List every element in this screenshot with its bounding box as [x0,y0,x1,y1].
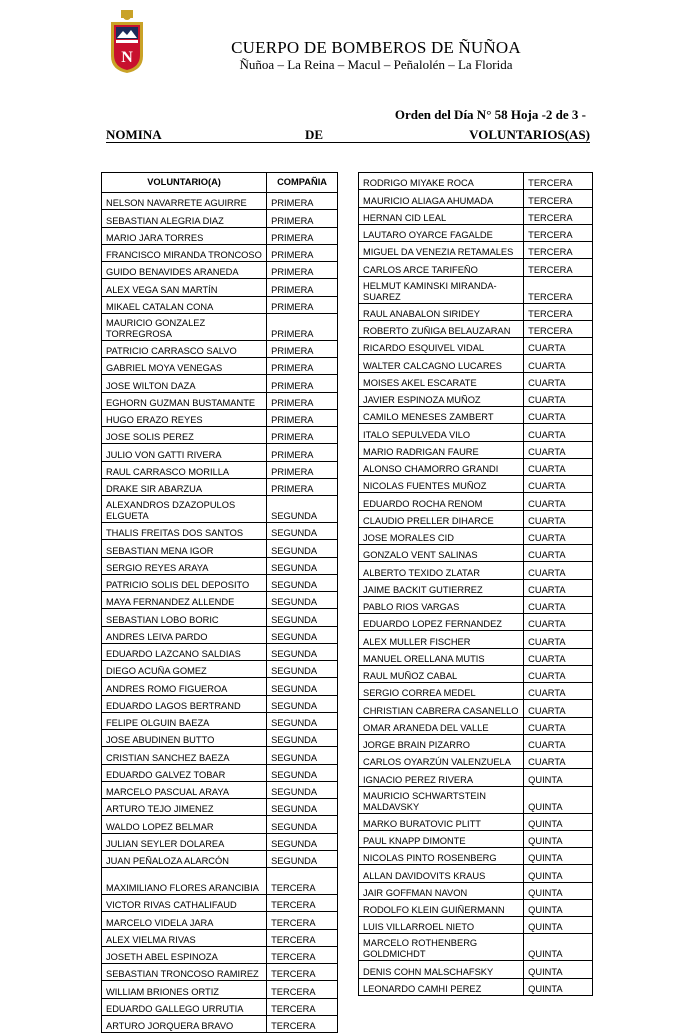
table-row [102,210,338,227]
table-row [359,978,593,995]
volunteer-name-cell: SEBASTIAN TRONCOSO RAMIREZ [102,964,267,981]
table-row [102,461,338,478]
order-reference: Orden del Día N° 58 Hoja -2 de 3 - [394,107,586,122]
volunteer-name-cell: ITALO SEPULVEDA VILO [359,424,524,441]
volunteer-name-cell: FELIPE OLGUIN BAEZA [102,712,267,729]
table-row [102,998,338,1015]
table-row [102,730,338,747]
volunteer-name-cell: RAUL ANABALON SIRIDEY [359,303,524,320]
volunteer-name-cell: MAYA FERNANDEZ ALLENDE [102,592,267,609]
volunteer-name-cell: HELMUT KAMINSKI MIRANDA-SUAREZ [359,276,524,303]
table-row [102,313,338,340]
table-row [102,868,338,895]
company-cell: SEGUNDA [267,643,338,660]
volunteer-name-cell: MIGUEL DA VENEZIA RETAMALES [359,242,524,259]
table-row [359,665,593,682]
volunteer-name-cell: ALLAN DAVIDOVITS KRAUS [359,865,524,882]
company-cell: PRIMERA [267,427,338,444]
table-row [359,276,593,303]
company-cell: SEGUNDA [267,557,338,574]
column-header-company: COMPAÑIA [267,173,338,193]
volunteer-name-cell: EDUARDO ROCHA RENOM [359,493,524,510]
table-row [102,1015,338,1032]
company-cell: PRIMERA [267,478,338,495]
company-cell: CUARTA [524,545,593,562]
volunteer-name-cell: MAXIMILIANO FLORES ARANCIBIA [102,868,267,895]
table-row [359,441,593,458]
table-row [102,799,338,816]
table-row [102,375,338,392]
table-row [359,493,593,510]
company-cell: CUARTA [524,441,593,458]
company-cell: TERCERA [267,981,338,998]
company-cell: CUARTA [524,614,593,631]
company-cell: CUARTA [524,476,593,493]
volunteer-name-cell: JAVIER ESPINOZA MUÑOZ [359,389,524,406]
company-cell: TERCERA [524,303,593,320]
table-row [359,259,593,276]
company-cell: PRIMERA [267,244,338,261]
table-row [102,262,338,279]
company-cell: SEGUNDA [267,678,338,695]
volunteer-name-cell: CARLOS ARCE TARIFEÑO [359,259,524,276]
company-cell: CUARTA [524,355,593,372]
table-row [102,557,338,574]
nomina-heading [106,127,590,143]
table-row [102,946,338,963]
company-cell: TERCERA [524,242,593,259]
table-row [359,631,593,648]
volunteer-name-cell: IGNACIO PEREZ RIVERA [359,769,524,786]
table-row [359,717,593,734]
table-row [102,296,338,313]
table-row [102,279,338,296]
table-row [359,596,593,613]
table-row [359,562,593,579]
table-row [359,734,593,751]
table-row [359,882,593,899]
table-row [359,917,593,934]
company-cell: PRIMERA [267,358,338,375]
company-cell: QUINTA [524,934,593,961]
table-row [359,510,593,527]
company-cell: CUARTA [524,631,593,648]
table-row [102,227,338,244]
table-row [359,700,593,717]
table-row [359,190,593,207]
table-header-row [102,173,338,193]
volunteer-name-cell: ALEXANDROS DZAZOPULOS ELGUETA [102,496,267,523]
volunteer-name-cell: JOSE WILTON DAZA [102,375,267,392]
table-row [102,643,338,660]
company-cell: PRIMERA [267,262,338,279]
table-row [359,579,593,596]
volunteer-name-cell: ALBERTO TEXIDO ZLATAR [359,562,524,579]
table-row [102,764,338,781]
table-row [359,865,593,882]
volunteer-name-cell: JOSE SOLIS PEREZ [102,427,267,444]
table-row [359,320,593,337]
volunteer-name-cell: EGHORN GUZMAN BUSTAMANTE [102,392,267,409]
volunteer-table-left [101,172,338,1033]
company-cell: SEGUNDA [267,747,338,764]
table-row [102,981,338,998]
company-cell: PRIMERA [267,296,338,313]
company-cell: QUINTA [524,899,593,916]
company-cell: TERCERA [524,207,593,224]
company-cell: SEGUNDA [267,695,338,712]
volunteer-name-cell: LUIS VILLARROEL NIETO [359,917,524,934]
company-cell: QUINTA [524,848,593,865]
volunteer-name-cell: EDUARDO GALVEZ TOBAR [102,764,267,781]
svg-text:N: N [121,49,133,66]
company-cell: PRIMERA [267,227,338,244]
volunteer-name-cell: RICARDO ESQUIVEL VIDAL [359,338,524,355]
company-cell: CUARTA [524,493,593,510]
table-row [359,303,593,320]
table-row [102,523,338,540]
company-cell: CUARTA [524,717,593,734]
volunteer-name-cell: SERGIO REYES ARAYA [102,557,267,574]
company-cell: TERCERA [267,895,338,912]
table-row [359,830,593,847]
company-cell: TERCERA [267,946,338,963]
volunteer-name-cell: ALEX VEGA SAN MARTÍN [102,279,267,296]
table-row [102,816,338,833]
table-row [359,934,593,961]
volunteer-name-cell: MANUEL ORELLANA MUTIS [359,648,524,665]
volunteer-name-cell: SEBASTIAN MENA IGOR [102,540,267,557]
company-cell: TERCERA [524,173,593,190]
company-cell: SEGUNDA [267,816,338,833]
volunteer-name-cell: VICTOR RIVAS CATHALIFAUD [102,895,267,912]
company-cell: CUARTA [524,700,593,717]
company-cell: SEGUNDA [267,781,338,798]
table-row [359,961,593,978]
table-row [102,747,338,764]
table-row [102,244,338,261]
table-row [102,340,338,357]
volunteer-name-cell: EDUARDO LAGOS BERTRAND [102,695,267,712]
volunteer-name-cell: ALEX VIELMA RIVAS [102,929,267,946]
table-row [359,614,593,631]
company-cell: SEGUNDA [267,730,338,747]
company-cell: TERCERA [267,868,338,895]
table-row [359,769,593,786]
company-cell: CUARTA [524,510,593,527]
table-row [102,427,338,444]
volunteer-name-cell: MARCELO ROTHENBERG GOLDMICHDT [359,934,524,961]
nomina-voluntarios-word: VOLUNTARIOS(AS) [469,127,590,142]
volunteer-name-cell: CRISTIAN SANCHEZ BAEZA [102,747,267,764]
table-row [359,372,593,389]
table-row [102,626,338,643]
volunteer-name-cell: ANDRES LEIVA PARDO [102,626,267,643]
table-row [102,678,338,695]
volunteer-name-cell: JOSE MORALES CID [359,527,524,544]
table-row [359,813,593,830]
company-cell: SEGUNDA [267,496,338,523]
company-cell: QUINTA [524,865,593,882]
company-cell: TERCERA [267,1015,338,1032]
company-cell: CUARTA [524,407,593,424]
table-row [102,193,338,210]
volunteer-name-cell: PAUL KNAPP DIMONTE [359,830,524,847]
table-row [359,424,593,441]
volunteer-table-right [358,172,593,996]
company-cell: CUARTA [524,372,593,389]
volunteer-name-cell: GABRIEL MOYA VENEGAS [102,358,267,375]
table-row [359,207,593,224]
company-cell: SEGUNDA [267,540,338,557]
table-row [102,895,338,912]
company-cell: CUARTA [524,579,593,596]
company-cell: QUINTA [524,917,593,934]
table-row [102,929,338,946]
volunteer-name-cell: CLAUDIO PRELLER DIHARCE [359,510,524,527]
company-cell: PRIMERA [267,193,338,210]
company-cell: TERCERA [524,259,593,276]
table-row [359,683,593,700]
company-cell: TERCERA [524,276,593,303]
volunteer-name-cell: DIEGO ACUÑA GOMEZ [102,661,267,678]
table-row [102,781,338,798]
volunteer-name-cell: EDUARDO LOPEZ FERNANDEZ [359,614,524,631]
company-cell: SEGUNDA [267,764,338,781]
company-cell: CUARTA [524,683,593,700]
volunteer-name-cell: THALIS FREITAS DOS SANTOS [102,523,267,540]
table-row [359,899,593,916]
company-cell: TERCERA [524,190,593,207]
company-cell: SEGUNDA [267,523,338,540]
volunteer-name-cell: CARLOS OYARZÚN VALENZUELA [359,752,524,769]
company-cell: SEGUNDA [267,661,338,678]
table-row [359,476,593,493]
company-cell: CUARTA [524,734,593,751]
table-row [102,964,338,981]
company-cell: CUARTA [524,527,593,544]
volunteer-name-cell: JULIO VON GATTI RIVERA [102,444,267,461]
volunteer-name-cell: NICOLAS FUENTES MUÑOZ [359,476,524,493]
table-row [102,850,338,867]
company-cell: PRIMERA [267,392,338,409]
volunteer-name-cell: RODOLFO KLEIN GUIÑERMANN [359,899,524,916]
company-cell: CUARTA [524,338,593,355]
volunteer-name-cell: JOSE ABUDINEN BUTTO [102,730,267,747]
volunteer-name-cell: RAUL CARRASCO MORILLA [102,461,267,478]
volunteer-name-cell: NELSON NAVARRETE AGUIRRE [102,193,267,210]
volunteer-name-cell: RODRIGO MIYAKE ROCA [359,173,524,190]
table-row [359,648,593,665]
volunteer-name-cell: HUGO ERAZO REYES [102,409,267,426]
volunteer-name-cell: MARCELO VIDELA JARA [102,912,267,929]
volunteer-name-cell: FRANCISCO MIRANDA TRONCOSO [102,244,267,261]
table-row [102,409,338,426]
volunteer-name-cell: JORGE BRAIN PIZARRO [359,734,524,751]
company-cell: TERCERA [267,998,338,1015]
volunteer-name-cell: JULIAN SEYLER DOLAREA [102,833,267,850]
volunteer-name-cell: SEBASTIAN ALEGRIA DIAZ [102,210,267,227]
volunteer-name-cell: WALDO LOPEZ BELMAR [102,816,267,833]
volunteer-name-cell: PATRICIO SOLIS DEL DEPOSITO [102,574,267,591]
volunteer-name-cell: JOSETH ABEL ESPINOZA [102,946,267,963]
table-row [359,389,593,406]
nomina-de-word: DE [305,127,324,142]
volunteer-name-cell: LEONARDO CAMHI PEREZ [359,978,524,995]
company-cell: CUARTA [524,389,593,406]
page-title: CUERPO DE BOMBEROS DE ÑUÑOA [231,38,521,57]
company-cell: PRIMERA [267,461,338,478]
company-cell: QUINTA [524,830,593,847]
volunteer-name-cell: MIKAEL CATALAN CONA [102,296,267,313]
volunteer-name-cell: ALONSO CHAMORRO GRANDI [359,458,524,475]
volunteer-name-cell: MOISES AKEL ESCARATE [359,372,524,389]
table-row [102,592,338,609]
company-cell: SEGUNDA [267,850,338,867]
table-row [359,786,593,813]
volunteer-name-cell: ARTURO JORQUERA BRAVO [102,1015,267,1032]
volunteer-name-cell: WILLIAM BRIONES ORTIZ [102,981,267,998]
company-cell: SEGUNDA [267,574,338,591]
company-cell: QUINTA [524,813,593,830]
table-row [359,527,593,544]
company-cell: SEGUNDA [267,592,338,609]
volunteer-name-cell: MAURICIO GONZALEZ TORREGROSA [102,313,267,340]
company-cell: CUARTA [524,596,593,613]
company-cell: TERCERA [524,224,593,241]
table-row [359,242,593,259]
company-cell: CUARTA [524,562,593,579]
table-row [102,444,338,461]
table-row [102,695,338,712]
company-cell: PRIMERA [267,313,338,340]
volunteer-name-cell: SERGIO CORREA MEDEL [359,683,524,700]
volunteer-name-cell: ALEX MULLER FISCHER [359,631,524,648]
company-cell: CUARTA [524,458,593,475]
column-header-volunteer: VOLUNTARIO(A) [102,173,267,193]
company-cell: SEGUNDA [267,799,338,816]
volunteer-name-cell: RAUL MUÑOZ CABAL [359,665,524,682]
table-row [359,355,593,372]
volunteer-name-cell: NICOLAS PINTO ROSENBERG [359,848,524,865]
company-cell: QUINTA [524,961,593,978]
nomina-word: NOMINA [106,127,162,142]
company-cell: CUARTA [524,752,593,769]
volunteer-name-cell: OMAR ARANEDA DEL VALLE [359,717,524,734]
volunteer-name-cell: MAURICIO SCHWARTSTEIN MALDAVSKY [359,786,524,813]
table-row [359,407,593,424]
table-row [102,661,338,678]
table-row [102,392,338,409]
company-cell: TERCERA [267,912,338,929]
table-row [359,848,593,865]
volunteer-name-cell: PABLO RIOS VARGAS [359,596,524,613]
company-cell: CUARTA [524,665,593,682]
volunteer-name-cell: EDUARDO GALLEGO URRUTIA [102,998,267,1015]
company-cell: SEGUNDA [267,609,338,626]
volunteer-name-cell: DRAKE SIR ABARZUA [102,478,267,495]
company-cell: PRIMERA [267,375,338,392]
volunteer-name-cell: LAUTARO OYARCE FAGALDE [359,224,524,241]
page-subtitle: Ñuñoa – La Reina – Macul – Peñalolén – La Florida [239,57,513,72]
volunteer-name-cell: SEBASTIAN LOBO BORIC [102,609,267,626]
company-cell: PRIMERA [267,279,338,296]
volunteer-name-cell: ROBERTO ZUÑIGA BELAUZARAN [359,320,524,337]
table-row [102,574,338,591]
company-cell: CUARTA [524,648,593,665]
company-cell: QUINTA [524,882,593,899]
volunteer-name-cell: MAURICIO ALIAGA AHUMADA [359,190,524,207]
company-cell: PRIMERA [267,210,338,227]
table-row [359,545,593,562]
company-cell: PRIMERA [267,340,338,357]
table-row [102,478,338,495]
company-cell: TERCERA [524,320,593,337]
volunteer-name-cell: GONZALO VENT SALINAS [359,545,524,562]
table-row [102,912,338,929]
volunteer-name-cell: DENIS COHN MALSCHAFSKY [359,961,524,978]
volunteer-name-cell: PATRICIO CARRASCO SALVO [102,340,267,357]
table-row [102,496,338,523]
volunteer-name-cell: MARIO RADRIGAN FAURE [359,441,524,458]
volunteer-name-cell: WALTER CALCAGNO LUCARES [359,355,524,372]
volunteer-name-cell: ARTURO TEJO JIMENEZ [102,799,267,816]
table-row [102,609,338,626]
table-row [359,173,593,190]
company-cell: SEGUNDA [267,712,338,729]
volunteer-name-cell: MARCELO PASCUAL ARAYA [102,781,267,798]
company-cell: SEGUNDA [267,833,338,850]
company-cell: PRIMERA [267,444,338,461]
volunteer-name-cell: EDUARDO LAZCANO SALDIAS [102,643,267,660]
volunteer-name-cell: JAIR GOFFMAN NAVON [359,882,524,899]
table-row [359,458,593,475]
company-cell: PRIMERA [267,409,338,426]
table-row [102,540,338,557]
company-cell: QUINTA [524,978,593,995]
table-row [359,752,593,769]
company-cell: TERCERA [267,964,338,981]
table-row [359,224,593,241]
table-row [102,833,338,850]
volunteer-name-cell: JAIME BACKIT GUTIERREZ [359,579,524,596]
company-cell: SEGUNDA [267,626,338,643]
volunteer-name-cell: HERNAN CID LEAL [359,207,524,224]
table-row [359,338,593,355]
company-cell: QUINTA [524,769,593,786]
volunteer-name-cell: CHRISTIAN CABRERA CASANELLO [359,700,524,717]
volunteer-name-cell: JUAN PEÑALOZA ALARCÓN [102,850,267,867]
table-row [102,712,338,729]
volunteer-name-cell: MARIO JARA TORRES [102,227,267,244]
company-cell: TERCERA [267,929,338,946]
volunteer-name-cell: CAMILO MENESES ZAMBERT [359,407,524,424]
company-cell: QUINTA [524,786,593,813]
company-cell: CUARTA [524,424,593,441]
volunteer-name-cell: MARKO BURATOVIC PLITT [359,813,524,830]
table-row [102,358,338,375]
volunteer-name-cell: ANDRES ROMO FIGUEROA [102,678,267,695]
volunteer-name-cell: GUIDO BENAVIDES ARANEDA [102,262,267,279]
